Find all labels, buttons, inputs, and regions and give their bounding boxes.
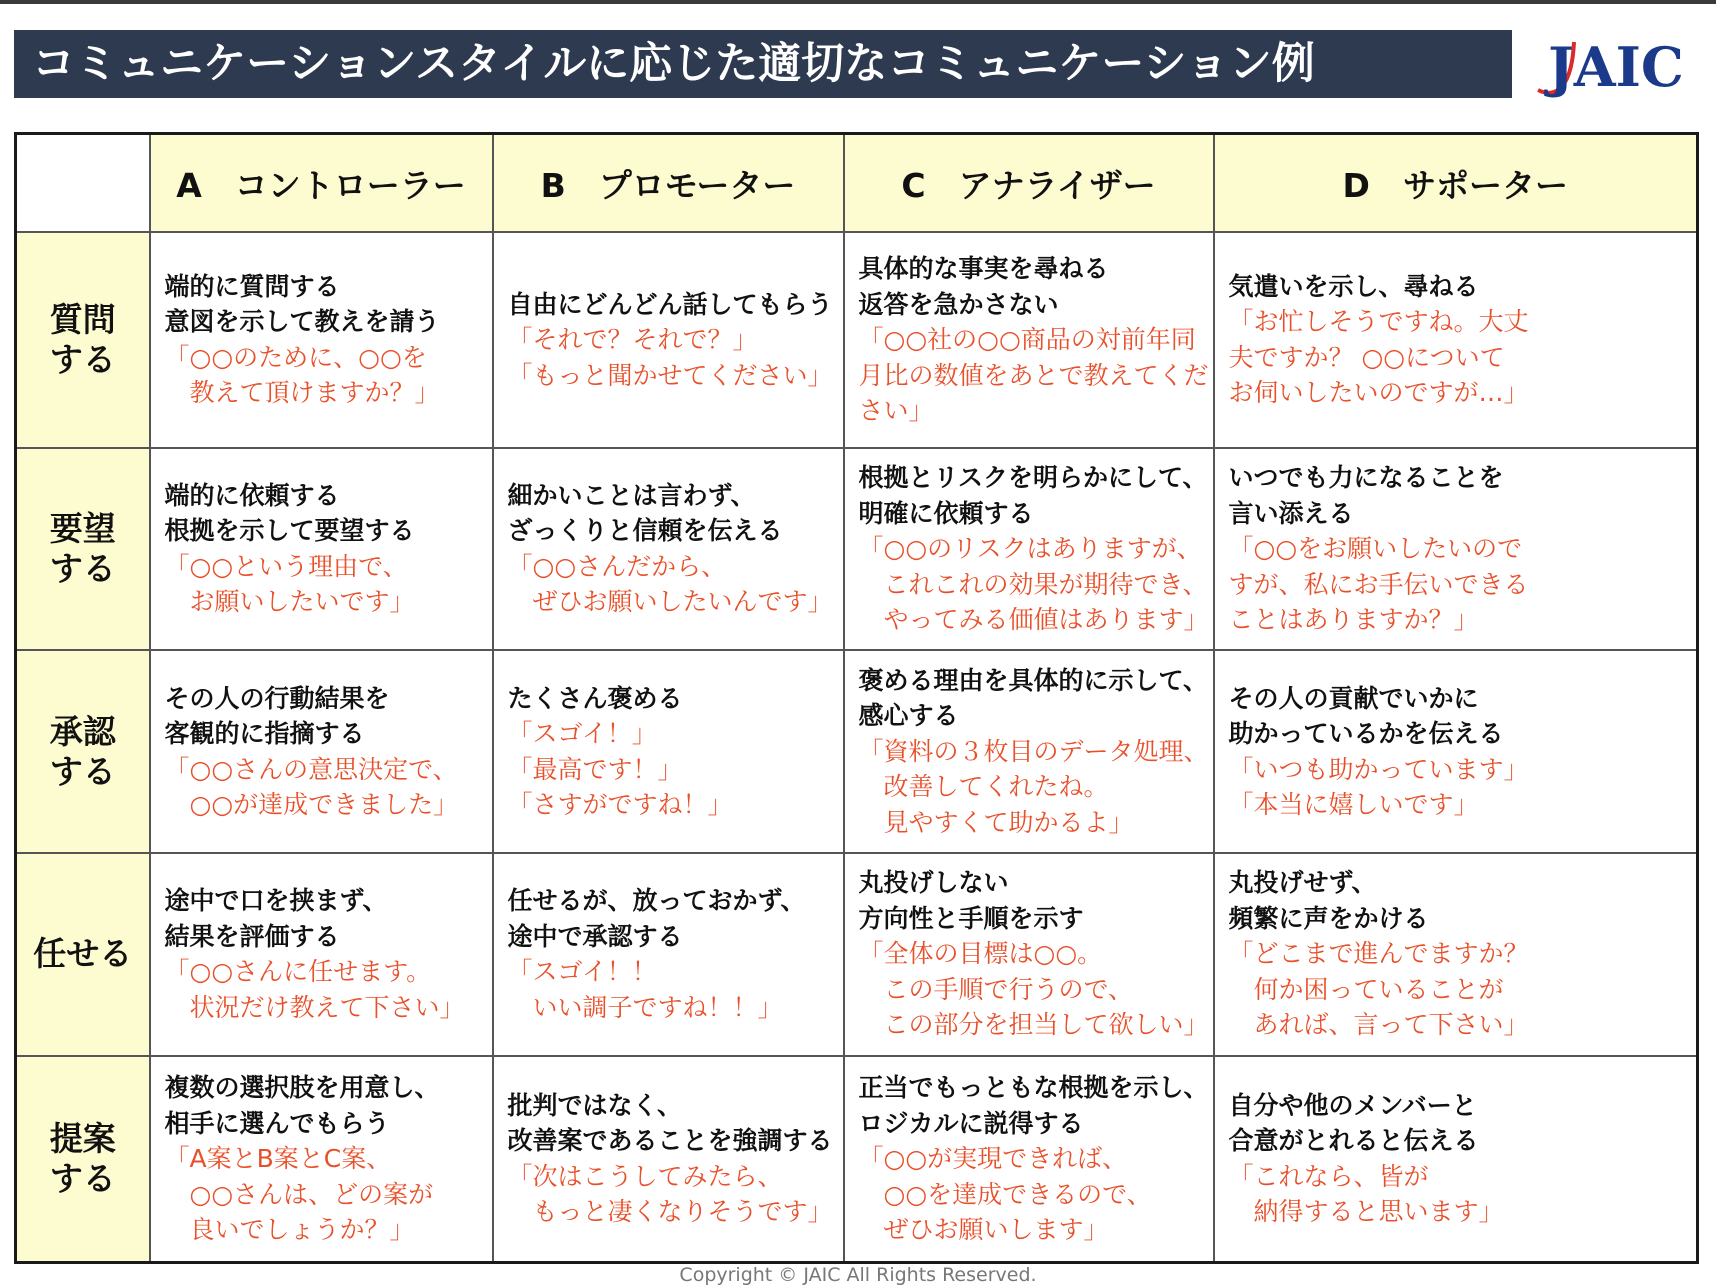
example-line: ○○が達成できました」 [164,790,459,820]
example-line: 教えて頂けますか？」 [164,378,440,408]
instruction-line: 途中で承認する [507,921,683,951]
row-header-line: する [49,339,116,379]
example-line: あれば、言って下さい」 [1228,1010,1529,1040]
instruction-line: 明確に依頼する [858,498,1034,528]
row-header-line: 要望 [49,509,116,549]
instruction-line: 任せるが、放っておかず、 [507,886,806,916]
row-header-question [16,232,150,448]
instruction-line: 細かいことは言わず、 [507,480,756,510]
column-header-promoter: B プロモーター [493,134,844,233]
instruction-line: 褒める理由を具体的に示して、 [858,665,1209,695]
example-line: ことはありますか？」 [1228,605,1479,635]
table-row-propose [16,1056,1698,1263]
example-line: やってみる価値はあります」 [858,605,1209,635]
jaic-logo-mark [1528,28,1704,102]
instruction-line: 返答を急かさない [858,289,1059,319]
example-line: 「○○が実現できれば、 [858,1144,1128,1173]
example-line: この部分を担当して欲しい」 [858,1010,1209,1040]
instruction-line: 丸投げしない [858,868,1009,898]
example-line: 「さすがですね！」 [507,790,733,820]
table-row-request [16,448,1698,651]
row-header-line: 承認 [49,711,116,751]
instruction-line: その人の行動結果を [164,683,390,713]
cell-propose-supporter [1214,1056,1698,1263]
instruction-line: その人の貢献でいかに [1228,683,1479,713]
row-header-line: する [49,751,116,791]
table-row-question [16,232,1698,448]
row-header-propose [16,1056,150,1263]
example-line: 「これなら、皆が [1228,1161,1429,1191]
instruction-line: 丸投げせず、 [1228,868,1377,898]
example-line: 「いつも助かっています」 [1228,754,1529,784]
example-line: 夫ですか？ ○○について [1228,342,1505,372]
example-line: さい」 [858,396,934,426]
example-line: 「○○さんに任せます。 [164,957,432,987]
row-header-line: 質問 [49,300,116,340]
instruction-line: 気遣いを示し、尋ねる [1228,271,1479,301]
example-line: お願いしたいです」 [164,587,415,617]
cell-propose-analyzer [844,1056,1214,1263]
cell-request-supporter [1214,448,1698,651]
instruction-line: ロジカルに説得する [858,1108,1084,1138]
top-rule [0,0,1716,4]
cell-question-analyzer [844,232,1214,448]
instruction-line: 根拠を示して要望する [164,516,415,546]
cell-question-controller [150,232,493,448]
instruction-line: いつでも力になることを [1228,463,1504,493]
example-line: いい調子ですね！！」 [507,992,783,1022]
example-line: 「A案とB案とC案、 [164,1144,392,1173]
instruction-line: 具体的な事実を尋ねる [858,254,1109,284]
example-line: ぜひお願いします」 [858,1215,1109,1244]
example-line: 「お忙しそうですね。大丈 [1228,307,1529,337]
example-line: 月比の数値をあとで教えてくだ [858,360,1209,390]
row-header-delegate [16,853,150,1056]
column-header-analyzer: C アナライザー [844,134,1214,233]
page-title: コミュニケーションスタイルに応じた適切なコミュニケーション例 [14,30,1512,98]
cell-propose-controller [150,1056,493,1263]
cell-question-promoter [493,232,844,448]
copyright-footer: Copyright © JAIC All Rights Reserved. [679,1264,1037,1286]
example-line: もっと凄くなりそうです」 [507,1197,833,1227]
cell-approve-controller [150,650,493,853]
example-line: 「もっと聞かせてください」 [507,360,833,390]
cell-request-promoter [493,448,844,651]
cell-approve-analyzer [844,650,1214,853]
table-row-delegate [16,853,1698,1056]
logo-text: JAIC [1548,35,1684,99]
cell-propose-promoter [493,1056,844,1263]
cell-delegate-supporter [1214,853,1698,1056]
instruction-line: 正当でもっともな根拠を示し、 [858,1073,1209,1102]
instruction-line: 自由にどんどん話してもらう [507,289,833,319]
example-line: すが、私にお手伝いできる [1228,569,1529,599]
instruction-line: たくさん褒める [507,683,683,713]
cell-delegate-analyzer [844,853,1214,1056]
instruction-line: ざっくりと信頼を伝える [507,516,783,546]
instruction-line: 途中で口を挟まず、 [164,886,388,916]
cell-request-analyzer [844,448,1214,651]
cell-request-controller [150,448,493,651]
row-header-line: 任せる [33,934,133,974]
cell-approve-promoter [493,650,844,853]
example-line: 「スゴイ！」 [507,719,657,749]
example-line: 「○○のために、○○を [164,342,427,372]
column-header-supporter: D サポーター [1214,134,1698,233]
example-line: 「○○という理由で、 [164,551,408,581]
example-line: 「○○のリスクはありますが、 [858,534,1202,564]
cell-question-supporter [1214,232,1698,448]
example-line: 見やすくて助かるよ」 [858,807,1134,837]
instruction-line: 改善案であることを強調する [507,1126,833,1156]
instruction-line: 批判ではなく、 [507,1090,683,1120]
instruction-line: 端的に依頼する [164,480,340,510]
instruction-line: 複数の選択肢を用意し、 [164,1073,440,1102]
corner-cell [16,134,150,233]
example-line: 「○○さんの意思決定で、 [164,754,458,784]
instruction-line: 意図を示して教えを請う [164,307,440,337]
instruction-line: 合意がとれると伝える [1228,1126,1479,1156]
table-row-approve [16,650,1698,853]
example-line: 納得すると思います」 [1228,1197,1504,1227]
example-line: 何か困っていることが [1228,974,1504,1004]
cell-delegate-promoter [493,853,844,1056]
communication-matrix [14,132,1699,1264]
cell-delegate-controller [150,853,493,1056]
instruction-line: 助かっているかを伝える [1228,719,1504,749]
column-header-controller: A コントローラー [150,134,493,233]
cell-approve-supporter [1214,650,1698,853]
instruction-line: 感心する [858,701,959,731]
row-header-line: する [49,1158,116,1198]
example-line: 「どこまで進んでますか？ [1228,939,1529,969]
example-line: 「本当に嬉しいです」 [1228,790,1479,820]
instruction-line: 客観的に指摘する [164,719,365,749]
example-line: 状況だけ教えて下さい」 [164,992,465,1022]
example-line: この手順で行うので、 [858,974,1134,1004]
row-header-line: する [49,548,116,588]
example-line: 「最高です！」 [507,754,683,784]
example-line: 改善してくれたね。 [858,772,1109,802]
example-line: ○○さんは、どの案が [164,1179,434,1209]
row-header-approve [16,650,150,853]
example-line: 「それで？それで？」 [507,325,758,355]
example-line: 「○○をお願いしたいので [1228,534,1523,564]
column-header-row [16,134,1698,233]
example-line: ○○を達成できるので、 [858,1179,1152,1209]
example-line: 良いでしょうか？」 [164,1215,415,1244]
example-line: 「○○社の○○商品の対前年同 [858,325,1196,355]
instruction-line: 端的に質問する [164,271,340,301]
example-line: 「資料の３枚目のデータ処理、 [858,736,1209,766]
row-header-request [16,448,150,651]
example-line: 「全体の目標は○○。 [858,939,1103,969]
example-line: 「スゴイ！！ [507,957,657,987]
instruction-line: 根拠とリスクを明らかにして、 [858,463,1208,493]
example-line: 「次はこうしてみたら、 [507,1161,783,1191]
example-line: お伺いしたいのですが…」 [1228,378,1529,408]
jaic-logo [1528,28,1704,102]
example-line: 「○○さんだから、 [507,551,727,581]
instruction-line: 相手に選んでもらう [164,1108,390,1138]
instruction-line: 方向性と手順を示す [858,903,1084,933]
instruction-line: 結果を評価する [164,921,340,951]
instruction-line: 言い添える [1228,498,1354,528]
instruction-line: 頻繁に声をかける [1228,903,1429,933]
example-line: これこれの効果が期待でき、 [858,569,1208,599]
example-line: ぜひお願いしたいんです」 [507,587,833,617]
row-header-line: 提案 [49,1119,116,1159]
instruction-line: 自分や他のメンバーと [1228,1090,1477,1120]
